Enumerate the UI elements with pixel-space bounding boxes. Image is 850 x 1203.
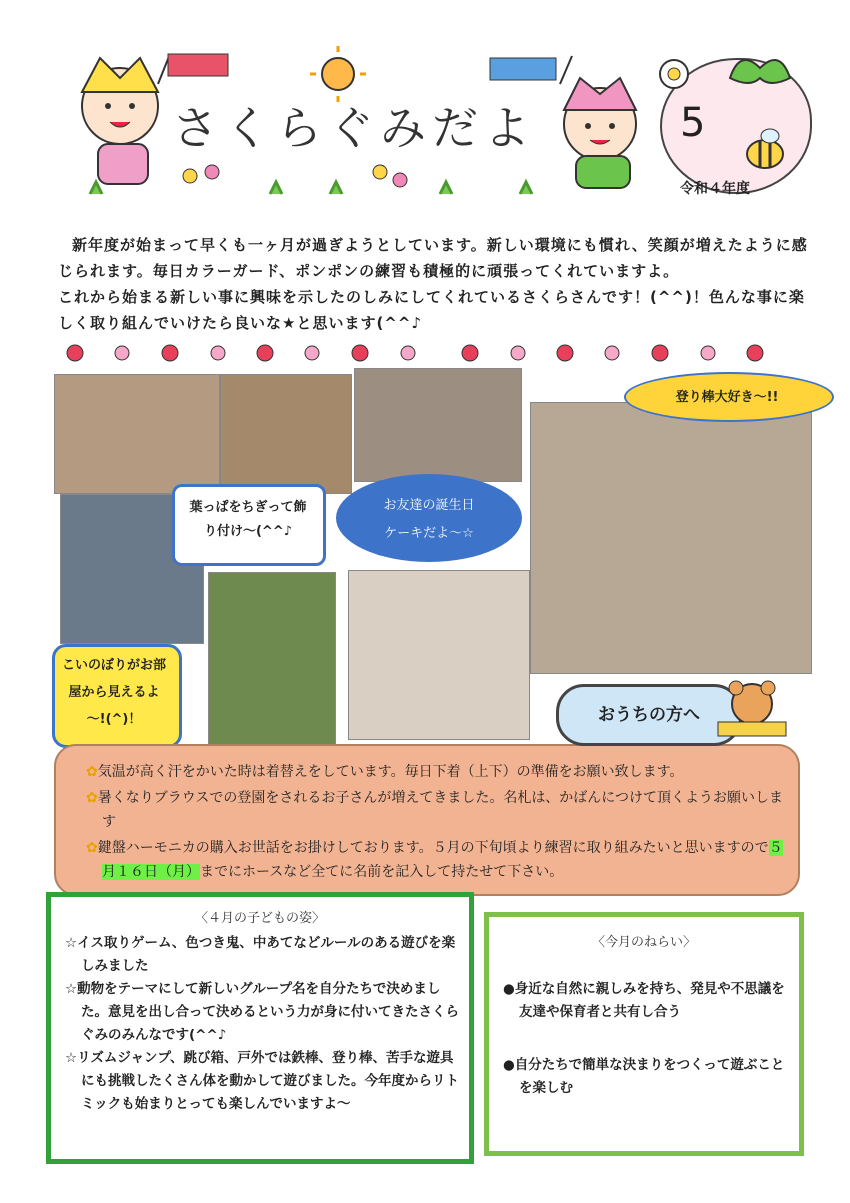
april-item: ☆リズムジャンプ、跳び箱、戸外では鉄棒、登り棒、苦手な遊具にも挑戦したくさん体を動かして遊びました。今年度からリトミックも始まりとっても楽しんでいますよ～ [65, 1050, 459, 1112]
notice-item: ✿鍵盤ハーモニカの購入お世話をお掛けしております。５月の下旬頃より練習に取り組みたいと思いますので５月１６日（月）までにホースなど全てに名前を記入して持たせて下さい。 [86, 840, 783, 880]
april-box-list [65, 932, 459, 1116]
april-children-box [46, 892, 474, 1164]
notice-heading: おうちの方へ [556, 684, 742, 746]
april-box-heading: 〈４月の子どもの姿〉 [194, 911, 325, 926]
page-title: さくらぐみだよ [172, 101, 536, 155]
speech-bubble-leaves-text: 葉っぱをちぎって飾り付け～(^^♪ [189, 500, 307, 539]
era-year: 令和４年度 [680, 181, 750, 197]
bee-icon [740, 124, 790, 174]
photo-two-children [354, 368, 522, 482]
aim-box-heading: 〈今月のねらい〉 [591, 935, 696, 950]
photo-plant-pot [220, 374, 352, 494]
notice-item: ✿暑くなりブラウスでの登園をされるお子さんが増えてきました。名札は、かばんにつけて頂くようお願いします [86, 790, 784, 830]
notice-list [86, 760, 786, 886]
notice-item: ✿気温が高く汗をかいた時は着替えをしています。毎日下着（上下）の準備をお願い致します。 [86, 764, 684, 780]
april-item: ☆イス取りゲーム、色つき鬼、中あてなどルールのある遊びを楽しみました [65, 935, 456, 974]
monthly-aim-box [484, 912, 804, 1156]
aim-item: ●身近な自然に親しみを持ち、発見や不思議を友達や保育者と共有し合う [503, 981, 785, 1020]
speech-bubble-pole-text: 登り棒大好き～!! [675, 390, 779, 405]
issue-number: 5 [680, 100, 706, 146]
cloud-bubble-cake-line2: ケーキだよ～☆ [384, 526, 474, 541]
photo-birthday-cake [348, 570, 530, 740]
intro-text [58, 232, 818, 336]
aim-box-list [503, 978, 787, 1100]
highlighted-date: ５月１６日（月） [102, 840, 783, 880]
cloud-bubble-cake-line1: お友達の誕生日 [383, 498, 475, 513]
cloud-bubble-cake [336, 474, 522, 562]
bear-koinobori-icon [712, 676, 792, 740]
flower-bullet-icon: ✿ [86, 764, 98, 780]
aim-item: ●自分たちで簡単な決まりをつくって遊ぶことを楽しむ [503, 1057, 785, 1096]
flower-icon [654, 54, 694, 94]
flower-bullet-icon: ✿ [86, 790, 98, 806]
strawberry-divider [60, 338, 780, 368]
flower-row-illustration [90, 165, 532, 194]
photo-climbing-poles [530, 402, 812, 674]
photo-leaves-wall [208, 572, 336, 750]
intro-paragraph: 新年度が始まって早くも一ヶ月が過ぎようとしています。新しい環境にも慣れ、笑顔が増えたように感じられます。毎日カラーガード、ポンポンの練習も積極的に頑張ってくれていますよ。 [58, 236, 808, 280]
speech-bubble-koinobori-text: こいのぼりがお部屋から見えるよ～!(^)！ [61, 658, 166, 727]
photo-children-sitting [54, 374, 220, 494]
strawberry-leaf-icon [720, 48, 800, 108]
april-item: ☆動物をテーマにして新しいグループ名を自分たちで決めました。意見を出し合って決めるという力が身に付いてきたさくらぐみのみんなです(^^♪ [65, 981, 459, 1043]
intro-paragraph: これから始まる新しい事に興味を示したのしみにしてくれているさくらさんです！(^^)！色んな事に楽しく取り組んでいけたら良いな★と思います(^^♪ [58, 288, 805, 332]
flower-bullet-icon: ✿ [86, 840, 98, 856]
